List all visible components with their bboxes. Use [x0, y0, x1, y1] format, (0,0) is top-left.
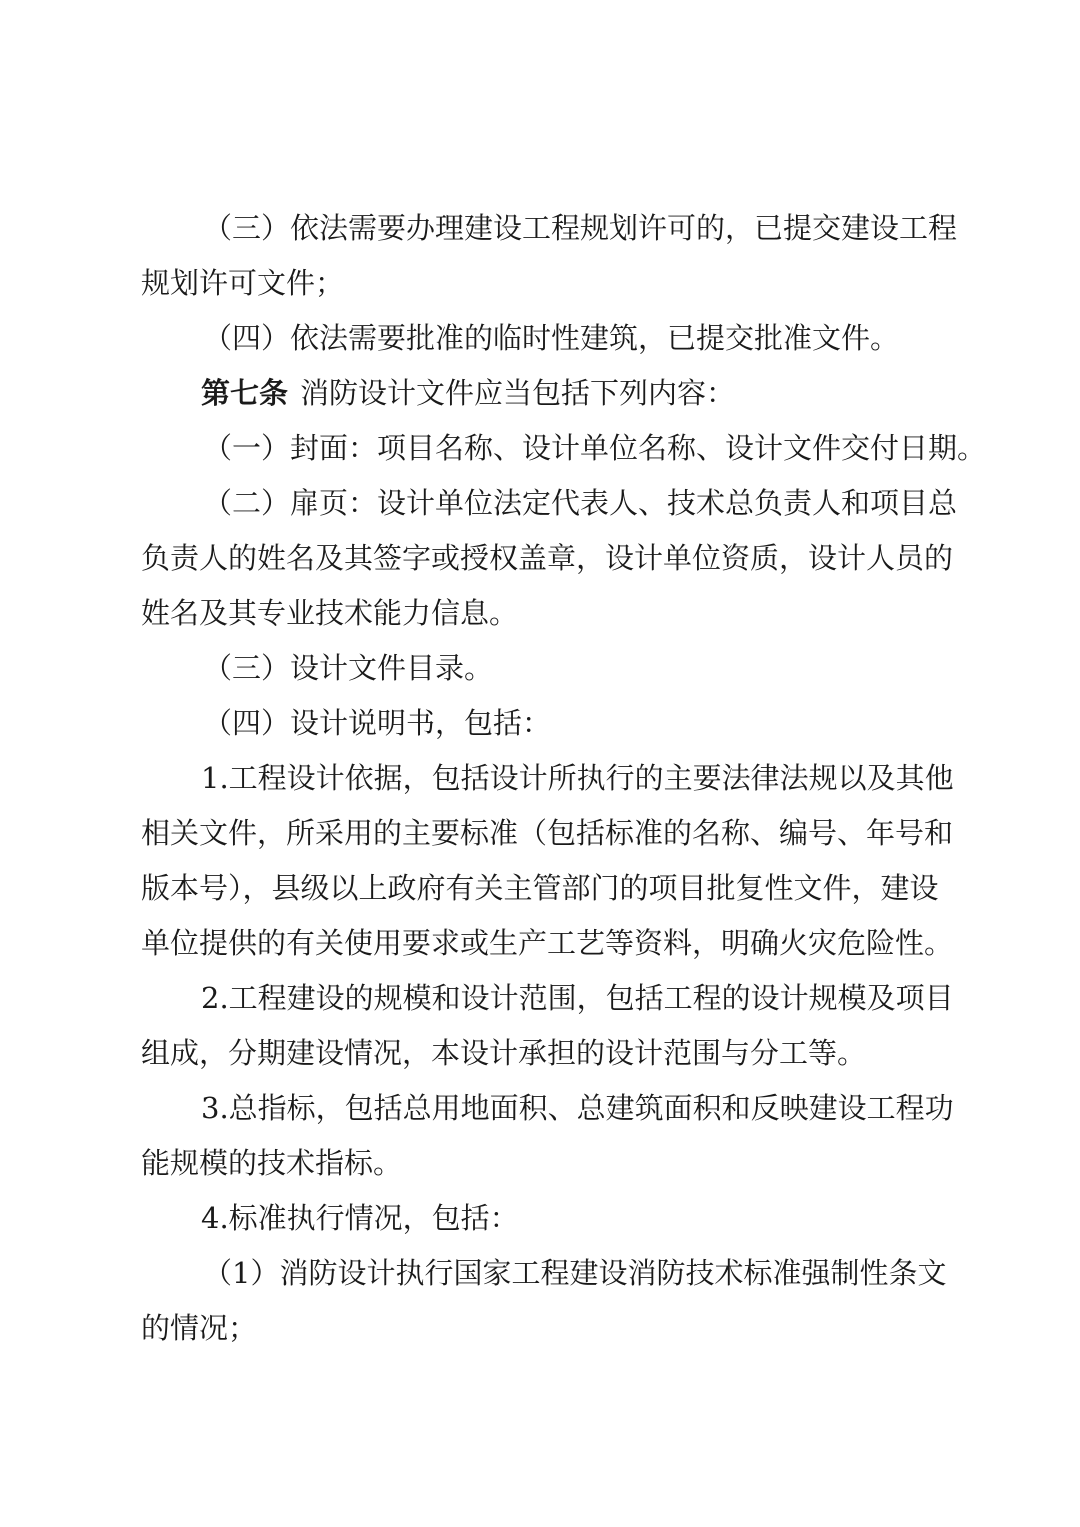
paragraph-line [0, 1026, 1080, 1080]
line-text: （三）依法需要办理建设工程规划许可的，已提交建设工程 [203, 211, 958, 245]
line-text: 单位提供的有关使用要求或生产工艺等资料，明确火灾危险性。 [141, 926, 954, 960]
paragraph-line [0, 1246, 1080, 1300]
line-text: 1.工程设计依据，包括设计所执行的主要法律法规以及其他 [201, 761, 954, 795]
line-text: （1）消防设计执行国家工程建设消防技术标准强制性条文 [203, 1256, 947, 1290]
paragraph-line [0, 861, 1080, 915]
paragraph-line [0, 256, 1080, 310]
paragraph-line [0, 311, 1080, 365]
paragraph-line [0, 971, 1080, 1025]
paragraph-line [0, 476, 1080, 530]
line-text: 消防设计文件应当包括下列内容： [300, 376, 736, 410]
paragraph-line [0, 586, 1080, 640]
article-heading-line [0, 366, 1080, 420]
line-text: 姓名及其专业技术能力信息。 [141, 596, 519, 630]
paragraph-line [0, 806, 1080, 860]
paragraph-line [0, 751, 1080, 805]
line-text: 能规模的技术指标。 [141, 1146, 403, 1180]
line-text: （四）依法需要批准的临时性建筑，已提交批准文件。 [203, 321, 900, 355]
paragraph-line [0, 421, 1080, 475]
line-text: （二）扉页：设计单位法定代表人、技术总负责人和项目总 [203, 486, 958, 520]
line-text: 版本号），县级以上政府有关主管部门的项目批复性文件，建设 [141, 871, 939, 905]
line-text: 4.标准执行情况，包括： [201, 1201, 519, 1235]
line-text: 负责人的姓名及其签字或授权盖章，设计单位资质，设计人员的 [141, 541, 954, 575]
line-text: （一）封面：项目名称、设计单位名称、设计文件交付日期。 [203, 431, 987, 465]
paragraph-line [0, 1301, 1080, 1355]
article-label: 第七条 [201, 376, 289, 410]
paragraph-line [0, 641, 1080, 695]
paragraph-line [0, 696, 1080, 750]
paragraph-line [0, 916, 1080, 970]
paragraph-line [0, 201, 1080, 255]
line-text: 2.工程建设的规模和设计范围，包括工程的设计规模及项目 [201, 981, 954, 1015]
paragraph-line [0, 531, 1080, 585]
line-text: 规划许可文件； [141, 266, 345, 300]
line-text: （四）设计说明书，包括： [203, 706, 552, 740]
line-text: 的情况； [141, 1311, 258, 1345]
paragraph-line [0, 1136, 1080, 1190]
line-text: 组成，分期建设情况，本设计承担的设计范围与分工等。 [141, 1036, 867, 1070]
line-text: 相关文件，所采用的主要标准（包括标准的名称、编号、年号和 [141, 816, 954, 850]
paragraph-line [0, 1081, 1080, 1135]
line-text: 3.总指标，包括总用地面积、总建筑面积和反映建设工程功 [201, 1091, 954, 1125]
line-text: （三）设计文件目录。 [203, 651, 494, 685]
paragraph-line [0, 1191, 1080, 1245]
